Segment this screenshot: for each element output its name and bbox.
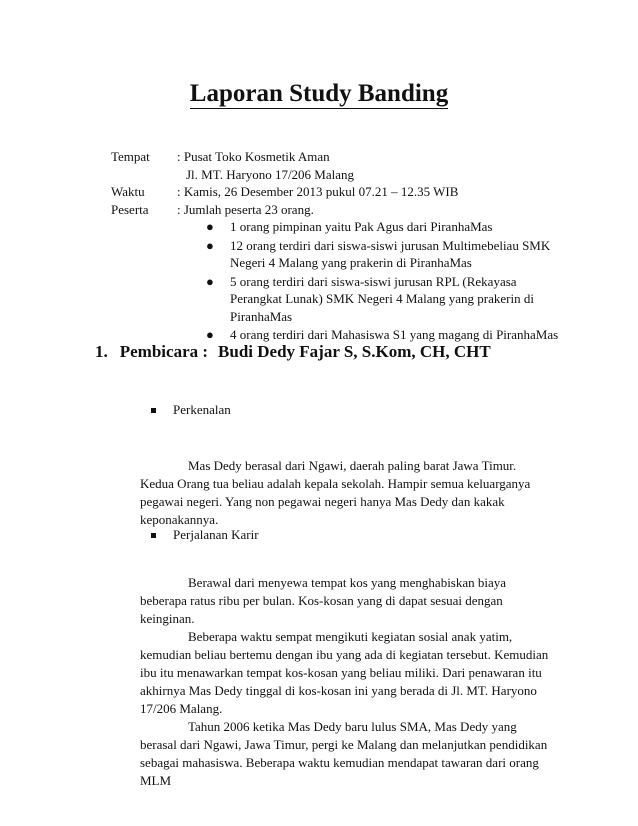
info-row-waktu <box>111 183 458 201</box>
paragraph-text: Mas Dedy berasal dari Ngawi, daerah paling barat Jawa Timur. Kedua Orang tua beliau adalah kepala sekolah. Hampir semua keluarganya pegawai negeri. Yang non pegawai negeri hanya Mas Dedy dan kakak keponakannya. <box>140 458 531 527</box>
speaker-name: Budi Dedy Fajar S, S.Kom, CH, CHT <box>218 342 491 361</box>
peserta-label: Peserta <box>111 201 149 217</box>
bullet-icon: ● <box>206 237 214 253</box>
visit-info <box>111 148 458 218</box>
info-row-tempat <box>111 148 458 166</box>
waktu-label: Waktu <box>111 184 145 199</box>
subsection-perkenalan <box>151 402 231 418</box>
tempat-address <box>111 166 458 184</box>
karir-paragraphs <box>140 574 552 790</box>
section-number: 1. <box>95 342 108 361</box>
square-bullet-icon <box>151 533 156 538</box>
paragraph-text: Tahun 2006 ketika Mas Dedy baru lulus SMA, Mas Dedy yang berasal dari Ngawi, Jawa Timur, pergi ke Malang dan melanjutkan pendidikan sebagai mahasiswa. Beberapa waktu kemudian mendapat tawaran dari orang MLM <box>140 719 548 788</box>
bullet-icon: ● <box>206 273 214 289</box>
bullet-icon: ● <box>206 327 214 342</box>
list-item <box>202 273 562 326</box>
list-item-text: 5 orang terdiri dari siswa-siswi jurusan RPL (Rekayasa Perangkat Lunak) SMK Negeri 4 Malang yang prakerin di PiranhaMas <box>230 273 534 324</box>
info-row-peserta <box>111 201 458 219</box>
waktu-value: : Kamis, 26 Desember 2013 pukul 07.21 – 12.35 WIB <box>177 184 459 199</box>
perkenalan-paragraph <box>140 457 552 529</box>
paragraph-text: Berawal dari menyewa tempat kos yang menghabiskan biaya beberapa ratus ribu per bulan. Kos-kosan yang di dapat sesuai dengan keinginan. <box>140 575 507 626</box>
subsection-heading: Perkenalan <box>173 402 231 417</box>
bullet-icon: ● <box>206 219 214 234</box>
tempat-value: : Pusat Toko Kosmetik Aman <box>177 149 330 164</box>
participant-list <box>202 218 562 345</box>
tempat-address-text: Jl. MT. Haryono 17/206 Malang <box>186 166 355 182</box>
square-bullet-icon <box>151 408 156 413</box>
list-item-text: 4 orang terdiri dari Mahasiswa S1 yang magang di PiranhaMas <box>230 327 559 342</box>
list-item <box>202 218 562 236</box>
tempat-label: Tempat <box>111 149 150 164</box>
subsection-heading: Perjalanan Karir <box>173 527 259 542</box>
section-heading-speaker <box>95 342 491 362</box>
document-title <box>0 80 638 108</box>
list-item <box>202 326 562 344</box>
list-item-text: 12 orang terdiri dari siswa-siswi jurusan Multimebeliau SMK Negeri 4 Malang yang prakerin di PiranhaMas <box>230 237 551 270</box>
section-label: Pembicara : <box>119 342 209 361</box>
list-item-text: 1 orang pimpinan yaitu Pak Agus dari PiranhaMas <box>230 219 493 234</box>
paragraph-text: Beberapa waktu sempat mengikuti kegiatan sosial anak yatim, kemudian beliau bertemu dengan ibu yang ada di kegiatan tersebut. Kemudian ibu itu menawarkan tempat kos-kosan yang beliau miliki. Dari penawaran itu akhirnya Mas Dedy tinggal di kos-kosan ini yang berada di Jl. MT. Haryono 17/206 Malang. <box>140 629 549 716</box>
subsection-karir <box>151 527 259 543</box>
peserta-value: : Jumlah peserta 23 orang. <box>177 201 314 217</box>
document-title-text: Laporan Study Banding <box>189 80 449 107</box>
list-item <box>202 237 562 272</box>
